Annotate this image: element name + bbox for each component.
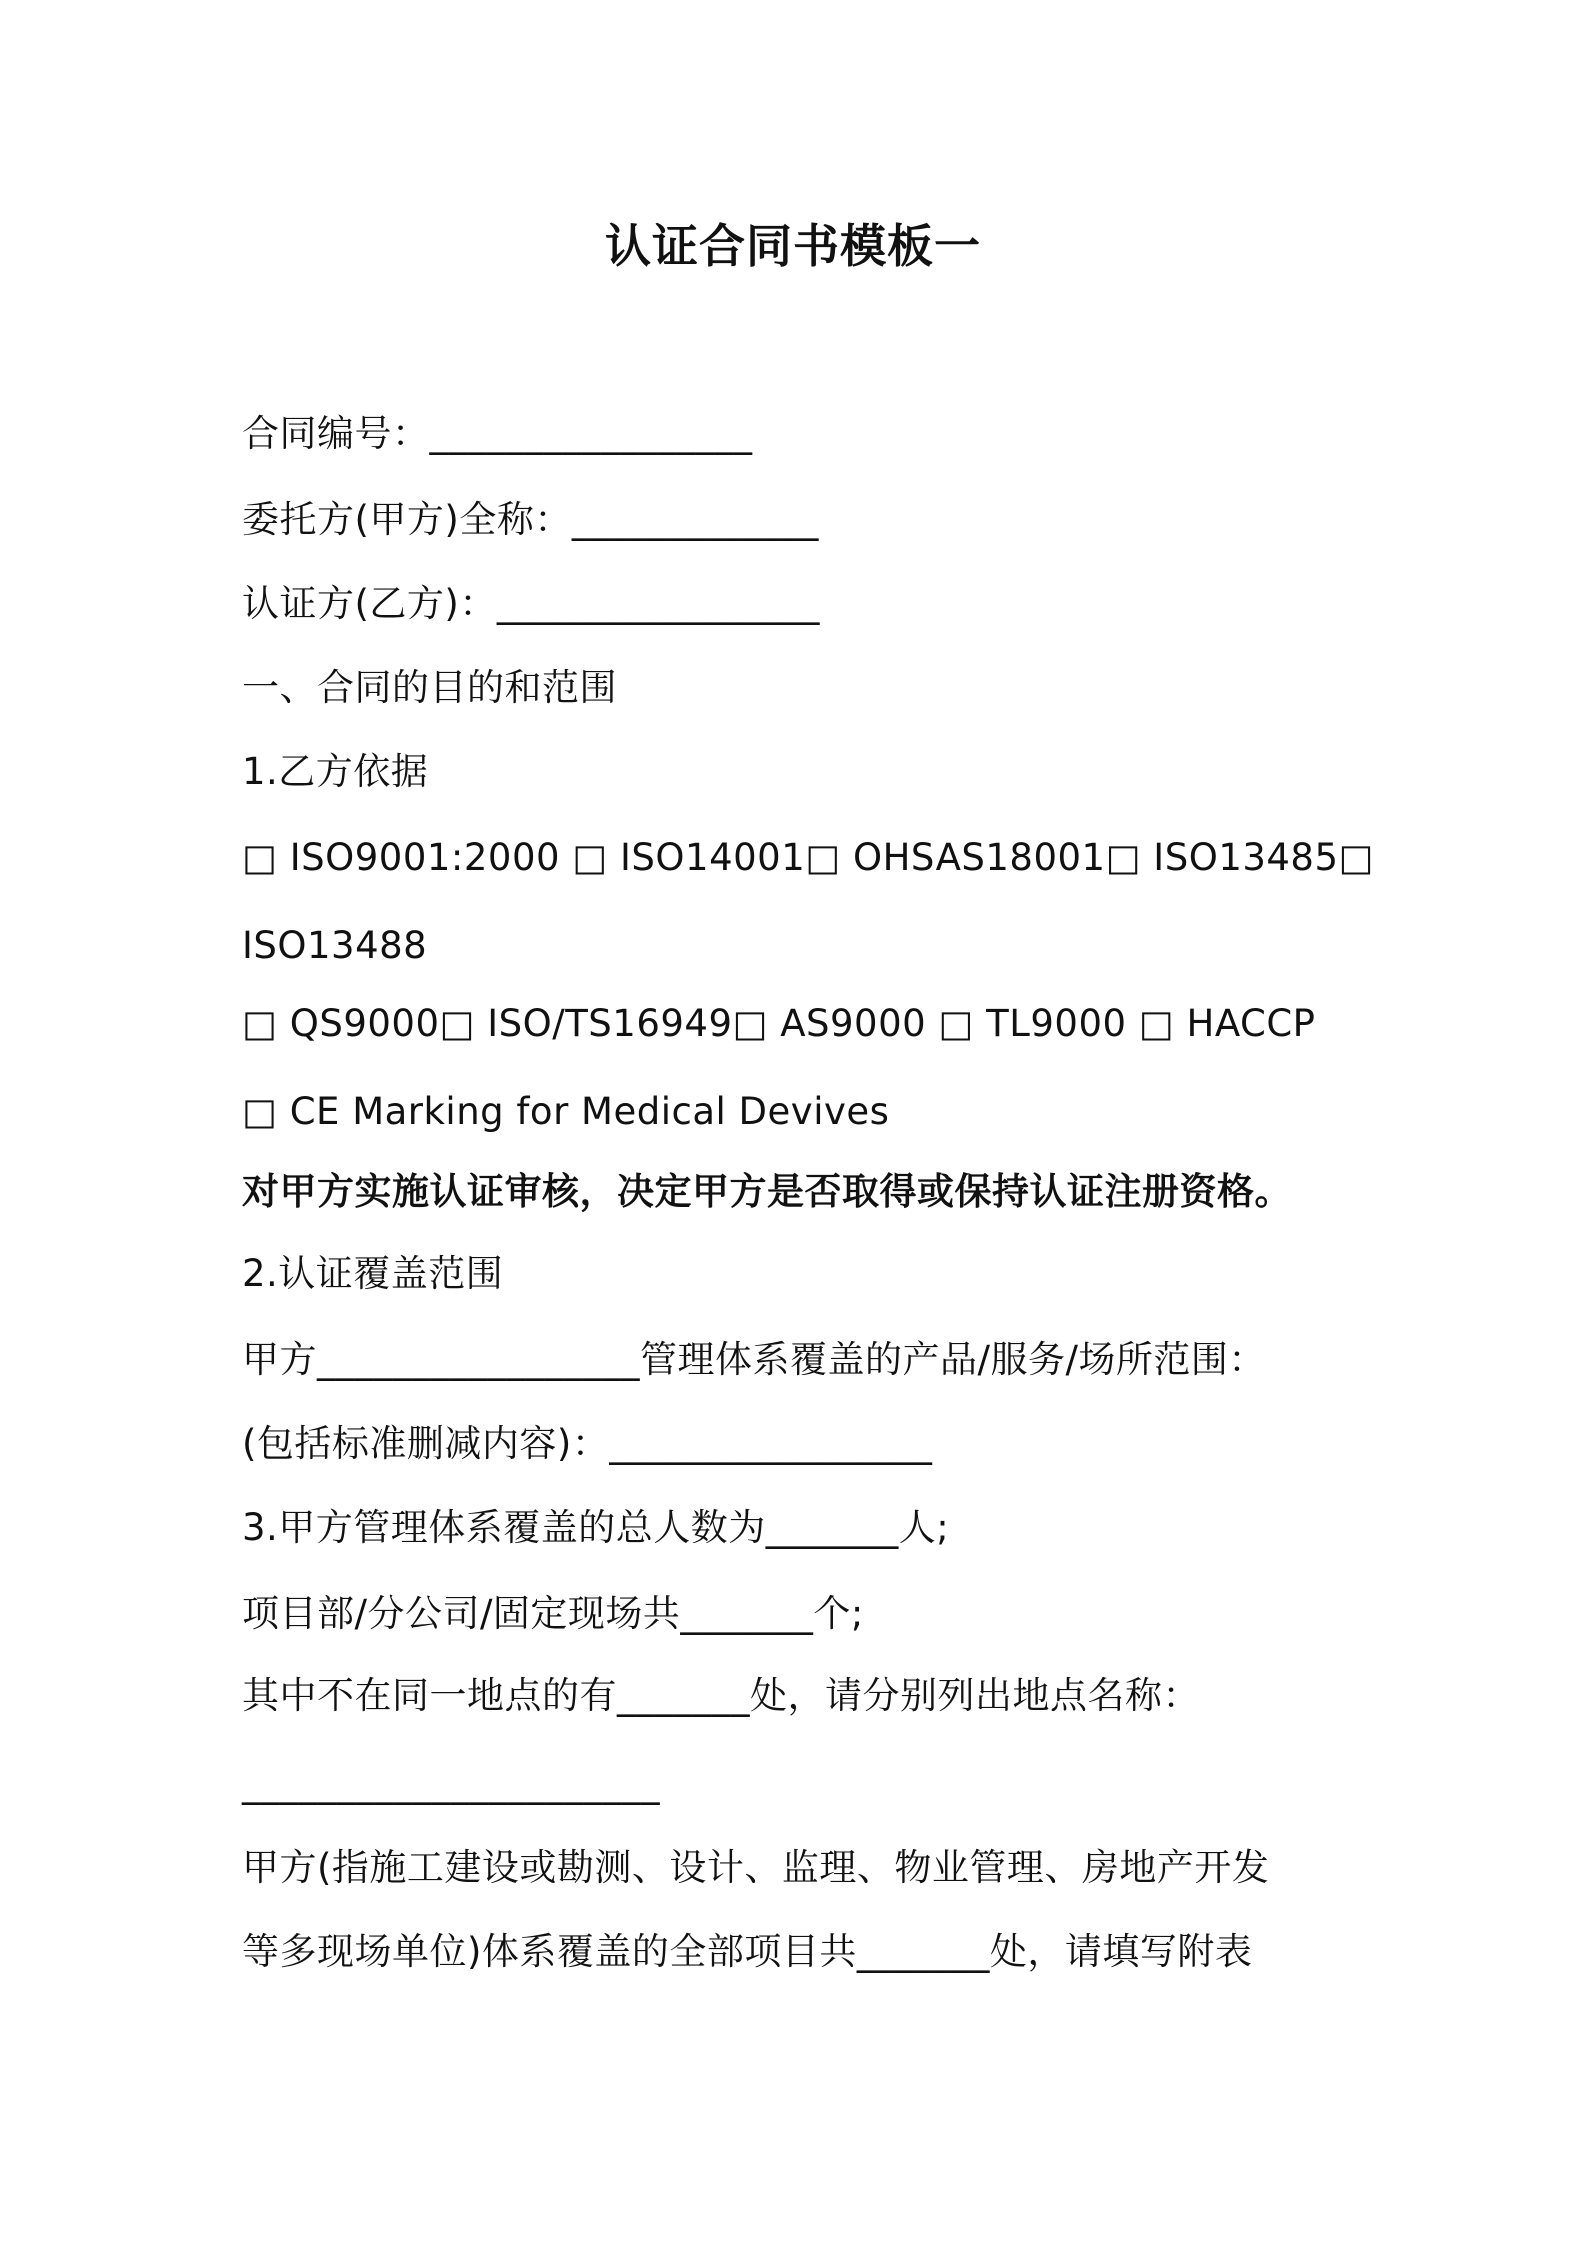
clause-2-scope: 2.认证覆盖范围: [242, 1252, 504, 1295]
certifier-line: 认证方(乙方)：_________________: [242, 582, 820, 625]
multi-site-projects-line: 甲方(指施工建设或勘测、设计、监理、物业管理、房地产开发: [242, 1846, 1270, 1889]
contract-number-line: 合同编号：_________________: [242, 412, 753, 455]
standards-checkbox-row-3: □ CE Marking for Medical Devives: [242, 1090, 890, 1133]
document-title: 认证合同书模板一: [605, 219, 981, 273]
multi-site-projects-line-cont: 等多现场单位)体系覆盖的全部项目共_______处，请填写附表: [242, 1930, 1253, 1973]
remote-sites-line: 其中不在同一地点的有_______处，请分别列出地点名称：: [242, 1674, 1200, 1717]
scope-exclusions-line: (包括标准删减内容)：_________________: [242, 1422, 933, 1465]
clause-3-headcount: 3.甲方管理体系覆盖的总人数为_______人;: [242, 1506, 950, 1549]
clause-1-basis: 1.乙方依据: [242, 750, 429, 793]
client-name-line: 委托方(甲方)全称：_____________: [242, 498, 819, 541]
audit-purpose-statement: 对甲方实施认证审核，决定甲方是否取得或保持认证注册资格。: [242, 1170, 1292, 1213]
section-heading-purpose-scope: 一、合同的目的和范围: [242, 666, 617, 709]
site-names-blank: ______________________: [242, 1762, 660, 1805]
sites-count-line: 项目部/分公司/固定现场共_______个;: [242, 1592, 864, 1635]
standards-checkbox-row-1: □ ISO9001:2000 □ ISO14001□ OHSAS18001□ ISO13485□: [242, 836, 1374, 879]
standards-checkbox-row-2: □ QS9000□ ISO/TS16949□ AS9000 □ TL9000 □ HACCP: [242, 1002, 1316, 1045]
scope-description-line: 甲方_________________管理体系覆盖的产品/服务/场所范围：: [242, 1338, 1266, 1381]
standards-checkbox-row-1-cont: ISO13488: [242, 924, 428, 967]
